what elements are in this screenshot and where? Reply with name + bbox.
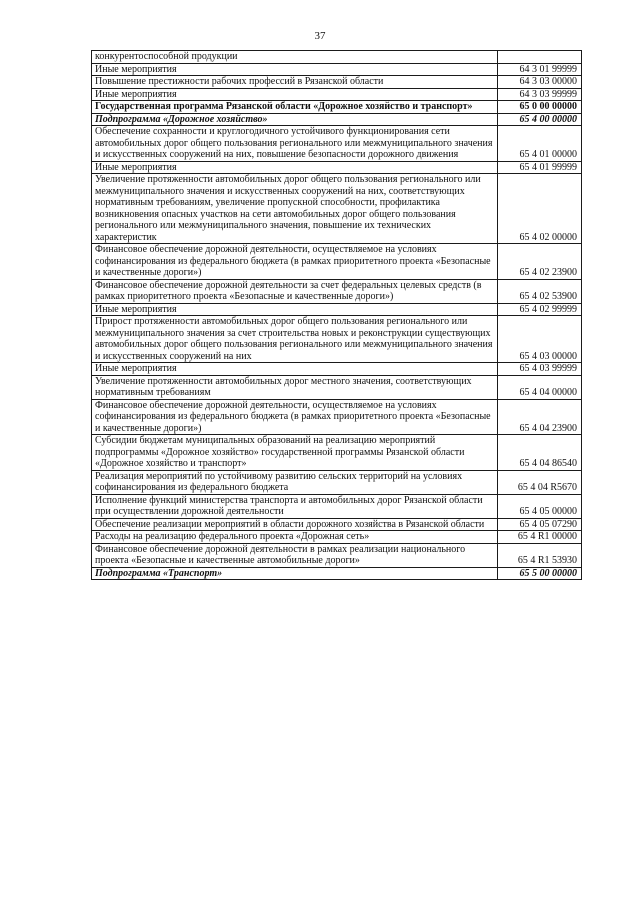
- row-name-cell: Иные мероприятия: [92, 363, 498, 376]
- table-row: [92, 63, 582, 76]
- row-code-cell: 65 4 R1 00000: [498, 531, 582, 544]
- row-name-cell: Расходы на реализацию федерального проекта «Дорожная сеть»: [92, 531, 498, 544]
- table-row: [92, 101, 582, 114]
- row-name-cell: Иные мероприятия: [92, 88, 498, 101]
- row-code-cell: 65 4 05 00000: [498, 494, 582, 518]
- row-code-cell: 65 4 04 23900: [498, 399, 582, 435]
- table-row: [92, 399, 582, 435]
- table-row: [92, 76, 582, 89]
- row-code-cell: 64 3 03 99999: [498, 88, 582, 101]
- row-name-cell: Иные мероприятия: [92, 303, 498, 316]
- row-code-cell: 65 4 04 R5670: [498, 470, 582, 494]
- table-row: [92, 567, 582, 580]
- table-row: [92, 543, 582, 567]
- row-code-cell: 65 5 00 00000: [498, 567, 582, 580]
- row-code-cell: 64 3 03 00000: [498, 76, 582, 89]
- table-row: [92, 161, 582, 174]
- table-row: [92, 88, 582, 101]
- row-code-cell: 65 4 02 23900: [498, 244, 582, 280]
- row-name-cell: Исполнение функций министерства транспорта и автомобильных дорог Рязанской области при осуществлении дорожной деятельности: [92, 494, 498, 518]
- row-code-cell: 65 0 00 00000: [498, 101, 582, 114]
- row-code-cell: 65 4 05 07290: [498, 518, 582, 531]
- table-row: [92, 470, 582, 494]
- row-code-cell: 65 4 02 53900: [498, 279, 582, 303]
- table-row: [92, 303, 582, 316]
- row-name-cell: Реализация мероприятий по устойчивому развитию сельских территорий на условиях софинансирования из федерального бюджета: [92, 470, 498, 494]
- table-row: [92, 363, 582, 376]
- table-row: [92, 244, 582, 280]
- row-code-cell: 65 4 00 00000: [498, 113, 582, 126]
- row-name-cell: Увеличение протяженности автомобильных дорог общего пользования регионального или межмуниципального значения и искусственных сооружений на них, соответствующих нормативным требованиям, увеличение пропускной способности, профилактика возникновения опасных участков на сети автомобильных дорог общего пользования регионального или межмуниципального значения, повышение их технических характеристик: [92, 174, 498, 244]
- table-row: [92, 113, 582, 126]
- table-row: [92, 518, 582, 531]
- row-code-cell: 65 4 03 00000: [498, 316, 582, 363]
- row-name-cell: Подпрограмма «Транспорт»: [92, 567, 498, 580]
- budget-classification-table: [91, 50, 582, 580]
- row-code-cell: 64 3 01 99999: [498, 63, 582, 76]
- row-name-cell: Финансовое обеспечение дорожной деятельности, осуществляемое на условиях софинансирования из федерального бюджета (в рамках приоритетного проекта «Безопасные и качественные дороги»): [92, 244, 498, 280]
- row-code-cell: 65 4 01 00000: [498, 126, 582, 162]
- row-code-cell: 65 4 03 99999: [498, 363, 582, 376]
- row-name-cell: Финансовое обеспечение дорожной деятельности в рамках реализации национального проекта «Безопасные и качественные автомобильные дороги»: [92, 543, 498, 567]
- row-code-cell: 65 4 02 00000: [498, 174, 582, 244]
- row-code-cell: 65 4 04 00000: [498, 375, 582, 399]
- row-name-cell: Иные мероприятия: [92, 161, 498, 174]
- row-code-cell: [498, 51, 582, 64]
- row-name-cell: Обеспечение реализации мероприятий в области дорожного хозяйства в Рязанской области: [92, 518, 498, 531]
- table-row: [92, 174, 582, 244]
- row-name-cell: Иные мероприятия: [92, 63, 498, 76]
- row-code-cell: 65 4 02 99999: [498, 303, 582, 316]
- table-row: [92, 435, 582, 471]
- table-row: [92, 279, 582, 303]
- row-name-cell: Обеспечение сохранности и круглогодичного устойчивого функционирования сети автомобильных дорог общего пользования регионального или межмуниципального значения и искусственных сооружений на них, повышение безопасности дорожного движения: [92, 126, 498, 162]
- row-name-cell: Финансовое обеспечение дорожной деятельности за счет федеральных целевых средств (в рамках приоритетного проекта «Безопасные и качественные дороги»): [92, 279, 498, 303]
- row-name-cell: Государственная программа Рязанской области «Дорожное хозяйство и транспорт»: [92, 101, 498, 114]
- table-row: [92, 126, 582, 162]
- table-row: [92, 375, 582, 399]
- page-number: 37: [314, 30, 326, 42]
- table-row: [92, 316, 582, 363]
- row-code-cell: 65 4 R1 53930: [498, 543, 582, 567]
- table-row: [92, 494, 582, 518]
- row-name-cell: Финансовое обеспечение дорожной деятельности, осуществляемое на условиях софинансирования из федерального бюджета (в рамках приоритетного проекта «Безопасные и качественные дороги»): [92, 399, 498, 435]
- row-name-cell: Субсидии бюджетам муниципальных образований на реализацию мероприятий подпрограммы «Дорожное хозяйство» государственной программы Рязанской области «Дорожное хозяйство и транспорт»: [92, 435, 498, 471]
- row-name-cell: Прирост протяженности автомобильных дорог общего пользования регионального или межмуниципального значения за счет строительства новых и реконструкции существующих автомобильных дорог общего пользования регионального или межмуниципального значения и искусственных сооружений на них: [92, 316, 498, 363]
- table-row: [92, 531, 582, 544]
- row-name-cell: Повышение престижности рабочих профессий в Рязанской области: [92, 76, 498, 89]
- row-code-cell: 65 4 04 86540: [498, 435, 582, 471]
- table-row: [92, 51, 582, 64]
- row-name-cell: Подпрограмма «Дорожное хозяйство»: [92, 113, 498, 126]
- row-name-cell: Увеличение протяженности автомобильных дорог местного значения, соответствующих нормативным требованиям: [92, 375, 498, 399]
- row-name-cell: конкурентоспособной продукции: [92, 51, 498, 64]
- row-code-cell: 65 4 01 99999: [498, 161, 582, 174]
